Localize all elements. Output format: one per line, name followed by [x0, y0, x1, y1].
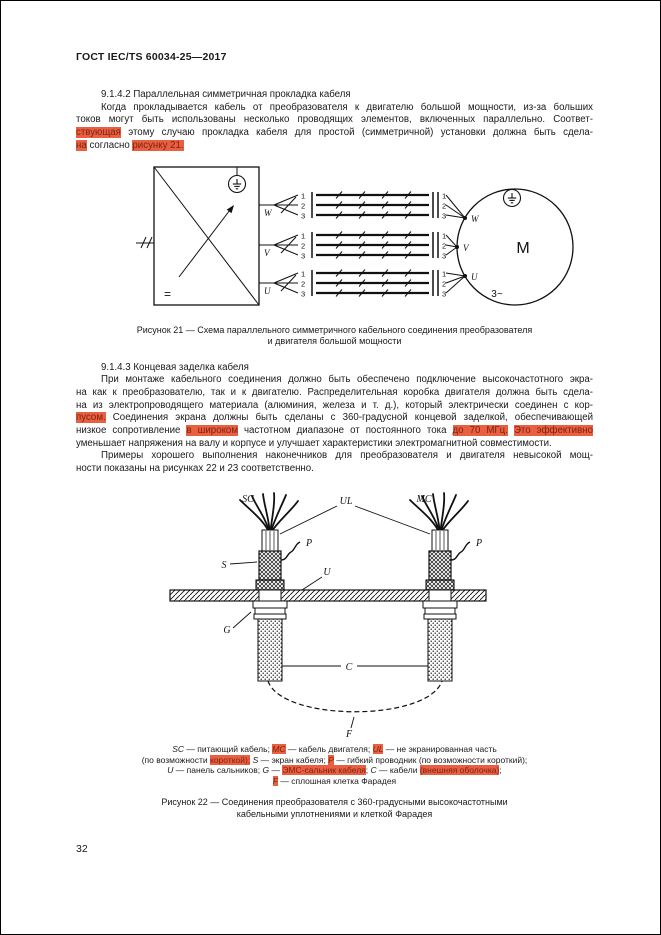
text-segment: Соединения экрана должны быть сделаны с 360-градусной концевой заделкой, обеспечивающей [105, 412, 593, 424]
text-segment: — кабель двигателя; [285, 743, 373, 754]
label-unshielded-part: UL [339, 495, 353, 507]
text-segment: (по возможности [141, 754, 211, 765]
text-segment: P [328, 754, 334, 765]
motor-letter: M [516, 239, 530, 257]
text-line [76, 412, 593, 425]
figure-21-diagram: 1 2 3 1 2 3 = W V U M 3~ W V U [134, 165, 594, 315]
right-cable-assembly [410, 493, 470, 681]
text-segment: Когда прокладывается кабель от преобразователя к двигателю большой мощности, из-за больших [101, 101, 593, 113]
text-segment: на как к преобразователю, так и к двигателю. Распределительная коробка двигателя должна быть сдела- [76, 386, 593, 398]
text-segment: F [272, 776, 279, 787]
dc-side-label: = [164, 286, 172, 301]
text-segment: — питающий кабель; [184, 743, 273, 754]
label-gland-plate: U [323, 566, 331, 578]
text-segment: — сплошная клетка Фарадея [278, 776, 397, 787]
text-segment: — кабели [376, 765, 420, 776]
page-content [76, 51, 593, 820]
text-line [76, 362, 593, 375]
text-line [76, 438, 593, 451]
cable-outer-sheath [258, 619, 282, 681]
motor-terminal-u: U [471, 271, 478, 282]
text-segment: — [269, 765, 283, 776]
motor-terminal-v: V [463, 242, 469, 253]
paragraph-9-1-4-2 [76, 89, 593, 153]
figure-22-caption [76, 797, 593, 820]
text-segment: При монтаже кабельного соединения должно быть обеспечено подключение высокочастотного экра- [101, 374, 593, 386]
figure-22-legend [76, 744, 593, 787]
figure-22 [76, 490, 593, 820]
converter-symbol [136, 167, 259, 305]
label-cable-shield: S [221, 559, 227, 571]
cable-shield [259, 551, 281, 580]
phase-label-u: U [264, 285, 271, 296]
caption-line: Рисунок 22 — Соединения преобразователя с 360-градусными высокочастотными [161, 797, 508, 808]
cable-shield [429, 551, 451, 580]
text-segment: G [262, 765, 270, 776]
text-segment: C [370, 765, 377, 776]
figure-22-diagram [140, 490, 520, 740]
text-segment: Примеры хорошего выполнения наконечников для преобразователя и двигателя невысокой мощ- [101, 450, 593, 462]
phase-cable-group-v [259, 231, 446, 260]
text-segment: уменьшает напряжения на валу и корпусе и улучшает характеристики электромагнитной совместимости. [76, 437, 552, 449]
text-segment: в широком [186, 425, 238, 437]
phase-cable-group-w [259, 191, 446, 220]
phase-label-v: V [264, 247, 270, 258]
text-segment: Это эффективно [513, 425, 593, 437]
text-line [76, 744, 593, 755]
caption-line: кабельными уплотнениями и клеткой Фарадея [236, 808, 433, 819]
text-line [76, 400, 593, 413]
text-line [76, 114, 593, 127]
figure-21 [76, 151, 593, 348]
flexible-conductor [281, 542, 300, 560]
label-faraday-cage: F [345, 728, 353, 740]
text-line [76, 463, 593, 476]
text-segment: — панель сальников; [173, 765, 263, 776]
text-segment: — не экранированная часть [383, 743, 497, 754]
text-segment: до 70 МГц. [452, 425, 508, 437]
caption-line: и двигателя большой мощности [267, 336, 402, 347]
label-flexible-conductor: P [476, 537, 483, 549]
document-header: ГОСТ IEC/TS 60034-25—2017 [76, 51, 227, 63]
flexible-conductor [451, 542, 470, 560]
text-line [76, 89, 593, 102]
text-line [76, 755, 593, 766]
text-segment: ствующая [76, 127, 121, 139]
left-cable-assembly [240, 493, 300, 681]
text-line [76, 374, 593, 387]
page-number: 32 [76, 843, 88, 855]
text-segment: ЭМС-сальник кабеля [282, 765, 366, 776]
text-segment: S [252, 754, 259, 765]
text-line [76, 127, 593, 140]
label-supply-cable: SC [242, 493, 254, 505]
three-phase-label: 3~ [491, 288, 503, 300]
caption-line: Рисунок 21 — Схема параллельного симметричного кабельного соединения преобразователя [136, 324, 533, 335]
text-segment: частотном диапазоне от постоянного тока [237, 425, 453, 437]
text-segment: — гибкий проводник (по возможности короткий); [333, 754, 528, 765]
text-segment: MC [272, 743, 286, 754]
text-line [76, 765, 593, 776]
text-segment: токов могут быть использованы несколько проводящих элементов, включенных параллельно. Соответ- [76, 114, 593, 126]
text-line [76, 425, 593, 438]
label-cables: C [345, 661, 353, 673]
text-segment: ности показаны на рисунках 22 и 23 соответственно. [76, 463, 314, 475]
text-line [76, 776, 593, 787]
text-segment: SC [172, 743, 184, 754]
label-motor-cable: MC [416, 493, 432, 505]
text-line [76, 140, 593, 153]
faraday-cage-outline [268, 681, 442, 712]
text-segment: на [76, 139, 87, 151]
label-flexible-conductor: P [306, 537, 313, 549]
cable-outer-sheath [428, 619, 452, 681]
text-line [76, 387, 593, 400]
motor-symbol [457, 189, 573, 305]
emc-gland-collar [426, 580, 454, 590]
text-segment: 9.1.4.3 Концевая заделка кабеля [101, 361, 249, 373]
text-line [76, 102, 593, 115]
phase-cable-group-u [259, 269, 446, 298]
text-segment: U [167, 765, 174, 776]
motor-terminal-w: W [471, 213, 479, 224]
paragraph-9-1-4-3 [76, 362, 593, 451]
text-segment: согласно [86, 139, 133, 151]
text-segment: UL [372, 743, 384, 754]
text-segment: короткой); [210, 754, 251, 765]
text-segment: на из электропроводящего материала (алюминия, железа и т. д.), который электрически соединен с кор- [76, 399, 593, 411]
phase-label-w: W [264, 207, 272, 218]
text-segment: — экран кабеля; [258, 754, 329, 765]
figure-21-caption [76, 325, 593, 348]
label-emc-gland: G [223, 624, 231, 636]
paragraph-examples [76, 450, 593, 475]
text-segment: ; [499, 765, 502, 776]
text-segment: 9.1.4.2 Параллельная симметричная прокладка кабеля [101, 89, 351, 100]
text-segment: низкое сопротивление [76, 425, 187, 437]
text-segment: этому случаю прокладка кабеля для простой (симметричной) установки должна быть сдела- [120, 127, 593, 139]
text-segment: пусом. [76, 412, 106, 424]
text-segment: (внешняя оболочка) [419, 765, 500, 776]
text-line [76, 450, 593, 463]
emc-gland-collar [256, 580, 284, 590]
text-segment: ; [365, 765, 371, 776]
text-segment: рисунку 21. [132, 139, 184, 151]
